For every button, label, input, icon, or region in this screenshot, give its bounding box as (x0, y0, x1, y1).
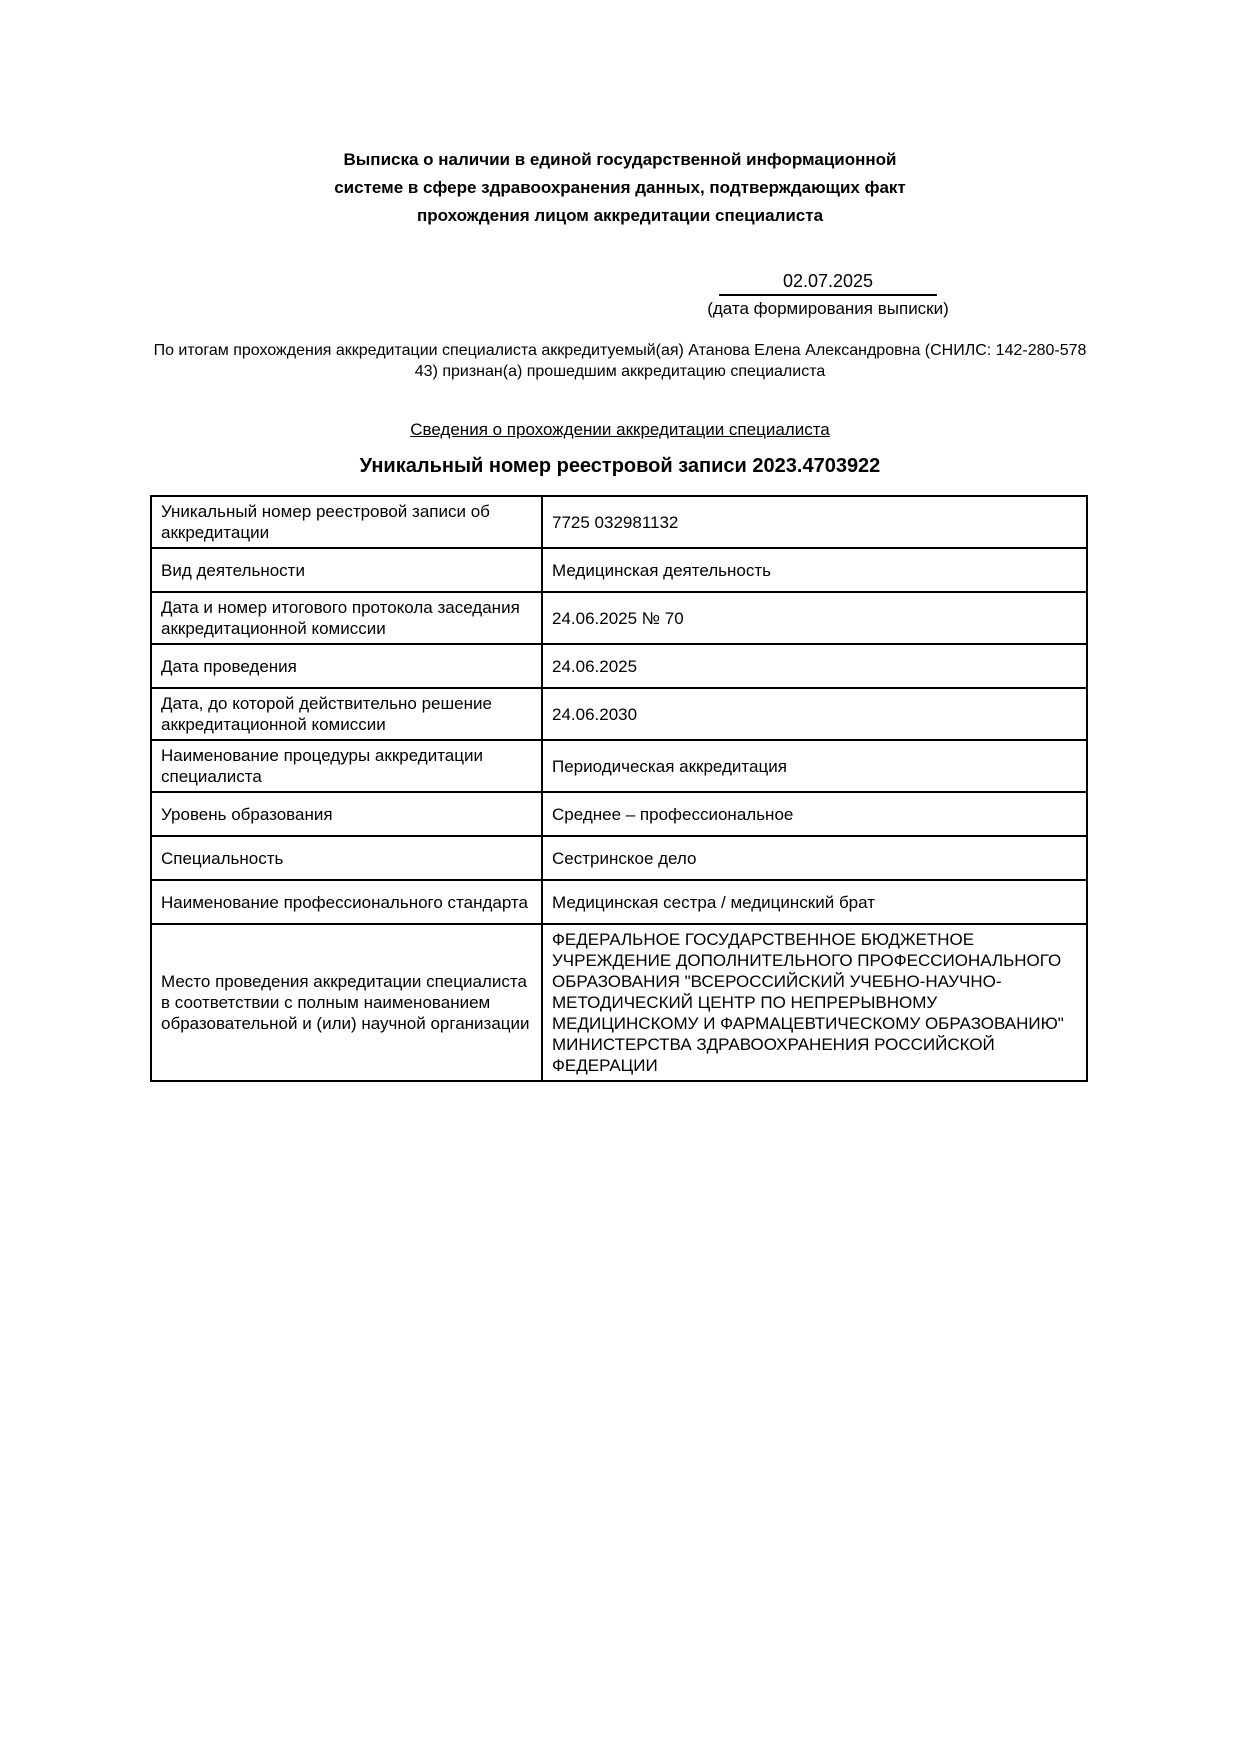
row-label: Место проведения аккредитации специалиста в соответствии с полным наименованием образовательной и (или) научной организации (151, 924, 542, 1081)
table-row (151, 496, 1087, 548)
row-value: 24.06.2030 (542, 688, 1087, 740)
row-value: Медицинская деятельность (542, 548, 1087, 592)
table-row (151, 644, 1087, 688)
row-label: Уникальный номер реестровой записи об аккредитации (151, 496, 542, 548)
generation-date: 02.07.2025 (719, 271, 937, 296)
document-title-line: Выписка о наличии в единой государственной информационной (343, 150, 897, 169)
table-row (151, 792, 1087, 836)
document-title-line: системе в сфере здравоохранения данных, подтверждающих факт (334, 178, 906, 197)
accreditation-table-body (151, 496, 1087, 1081)
row-label: Наименование процедуры аккредитации специалиста (151, 740, 542, 792)
table-row (151, 688, 1087, 740)
intro-paragraph (0, 340, 1240, 382)
row-value: 24.06.2025 (542, 644, 1087, 688)
section-heading: Сведения о прохождении аккредитации специалиста (410, 420, 830, 439)
row-label: Дата и номер итогового протокола заседания аккредитационной комиссии (151, 592, 542, 644)
row-label: Дата проведения (151, 644, 542, 688)
table-row (151, 548, 1087, 592)
intro-paragraph-line: По итогам прохождения аккредитации специалиста аккредитуемый(ая) Атанова Елена Александровна (СНИЛС: 142-280-578 (153, 342, 1087, 359)
table-row (151, 924, 1087, 1081)
generation-date-caption: (дата формирования выписки) (707, 299, 949, 318)
row-label: Дата, до которой действительно решение аккредитационной комиссии (151, 688, 542, 740)
table-row (151, 740, 1087, 792)
row-value: ФЕДЕРАЛЬНОЕ ГОСУДАРСТВЕННОЕ БЮДЖЕТНОЕ УЧРЕЖДЕНИЕ ДОПОЛНИТЕЛЬНОГО ПРОФЕССИОНАЛЬНОГО ОБРАЗОВАНИЯ "ВСЕРОССИЙСКИЙ УЧЕБНО-НАУЧНО-МЕТОДИЧЕСКИЙ ЦЕНТР ПО НЕПРЕРЫВНОМУ МЕДИЦИНСКОМУ И ФАРМАЦЕВТИЧЕСКОМУ ОБРАЗОВАНИЮ" МИНИСТЕРСТВА ЗДРАВООХРАНЕНИЯ РОССИЙСКОЙ ФЕДЕРАЦИИ (542, 924, 1087, 1081)
table-row (151, 592, 1087, 644)
row-value: Сестринское дело (542, 836, 1087, 880)
accreditation-table (150, 495, 1088, 1082)
row-value: Среднее – профессиональное (542, 792, 1087, 836)
row-label: Наименование профессионального стандарта (151, 880, 542, 924)
row-value: Медицинская сестра / медицинский брат (542, 880, 1087, 924)
row-value: Периодическая аккредитация (542, 740, 1087, 792)
row-label: Уровень образования (151, 792, 542, 836)
row-value: 24.06.2025 № 70 (542, 592, 1087, 644)
document-title-line: прохождения лицом аккредитации специалиста (416, 206, 824, 225)
table-row (151, 836, 1087, 880)
row-label: Вид деятельности (151, 548, 542, 592)
document-title (0, 146, 1240, 230)
table-row (151, 880, 1087, 924)
registry-number-heading: Уникальный номер реестровой записи 2023.4703922 (359, 455, 881, 477)
generation-date-block (698, 271, 958, 319)
row-label: Специальность (151, 836, 542, 880)
row-value: 7725 032981132 (542, 496, 1087, 548)
intro-paragraph-line: 43) признан(а) прошедшим аккредитацию специалиста (414, 363, 826, 380)
